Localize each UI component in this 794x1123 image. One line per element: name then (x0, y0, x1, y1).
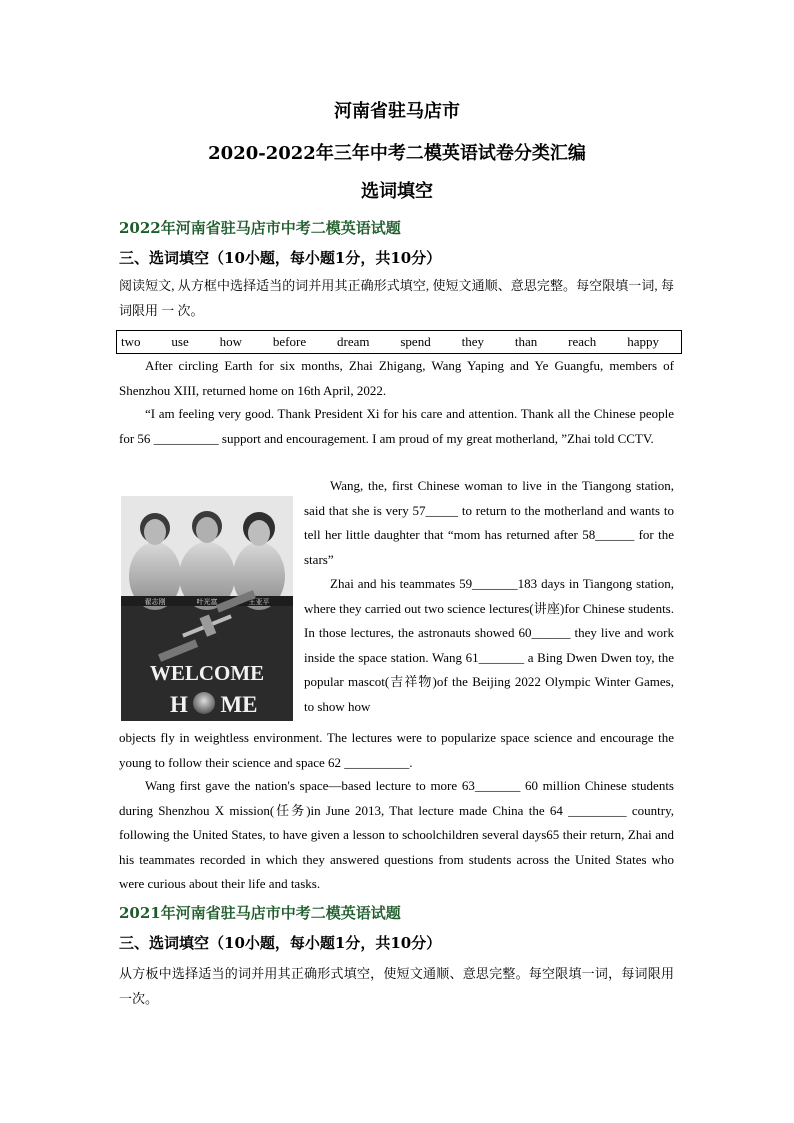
instructions-2022: 阅读短文, 从方框中选择适当的词并用其正确形式填空, 使短文通顺、意思完整。每空限填一词, 每词限用 一 次。 (119, 278, 674, 318)
astronaut-name-label: 王亚平 (248, 598, 270, 606)
word-option: than (514, 334, 538, 349)
word-option: before (272, 334, 307, 349)
home-caption-me: ME (220, 692, 258, 717)
document-subtitle: 2020-2022年三年中考二模英语试卷分类汇编 (208, 143, 586, 164)
astronauts-photo-illustration (121, 496, 293, 721)
passage-paragraph-4-continued: objects fly in weightless environment. The lectures were to popularize space science and encourage the young to follow their science and space 62 __________. (119, 730, 674, 770)
word-option: use (171, 334, 189, 349)
document-topic: 选词填空 (361, 181, 433, 202)
earth-icon (193, 692, 215, 714)
section-heading-2021: 2021年河南省驻马店市中考二模英语试题 (119, 904, 401, 922)
astronauts-photo (121, 496, 293, 721)
passage-paragraph-4: Zhai and his teammates 59_______183 days in Tiangong station, where they carried out two science lectures(讲座)for Chinese students. In those lectures, the astronauts showed 60______ they live and work inside the space station. Wang 61_______ a Bing Dwen Dwen toy, the popular mascot(吉祥物)of the Beijing 2022 Olympic Winter Games, to show how (304, 576, 674, 714)
question-heading-2021: 三、选词填空（10小题，每小题1分，共10分） (119, 934, 442, 952)
document-title: 河南省驻马店市 (334, 101, 460, 122)
section-heading-2022: 2022年河南省驻马店市中考二模英语试题 (119, 219, 401, 237)
passage-paragraph-1: After circling Earth for six months, Zhai Zhigang, Wang Yaping and Ye Guangfu, members of Shenzhou XIII, returned home on 16th April, 2022. (119, 358, 674, 398)
home-caption-h: H (170, 692, 188, 717)
word-option: how (219, 334, 243, 349)
welcome-caption: WELCOME (149, 661, 265, 685)
passage-wrapped-column (304, 474, 674, 719)
word-box (116, 330, 682, 354)
word-option: happy (627, 334, 659, 349)
instructions-2021: 从方板中选择适当的词并用其正确形式填空，使短文通顺、意思完整。每空限填一词，每词限用一次。 (119, 966, 674, 1006)
word-option: they (461, 334, 484, 349)
word-option: dream (337, 334, 370, 349)
astronaut-name-label: 叶光富 (196, 598, 218, 606)
word-option: reach (568, 334, 597, 349)
astronaut-name-label: 翟志刚 (144, 598, 166, 606)
question-heading-2022: 三、选词填空（10小题，每小题1分，共10分） (119, 249, 442, 267)
word-option: spend (400, 334, 431, 349)
word-option: two (121, 334, 141, 349)
passage-paragraph-2: “I am feeling very good. Thank President Xi for his care and attention. Thank all the Chinese people for 56 __________ support and encouragement. I am proud of my great motherland, ”Zhai told CCTV. (119, 406, 674, 446)
passage-paragraph-3: Wang, the, first Chinese woman to live in the Tiangong station, said that she is very 57_____ to return to the motherland and wants to tell her little daughter that “mom has returned after 58______ for the stars” (304, 478, 674, 567)
passage-paragraph-5: Wang first gave the nation's space—based lecture to more 63_______ 60 million Chinese students during Shenzhou X mission(任务)in June 2013, That lecture made China the 64 _________ country, following the United States, to have given a lesson to schoolchildren several days65 their return, Zhai and his teammates recorded in which they answered questions from students across the United States who were curious about their life and tasks. (119, 778, 674, 891)
